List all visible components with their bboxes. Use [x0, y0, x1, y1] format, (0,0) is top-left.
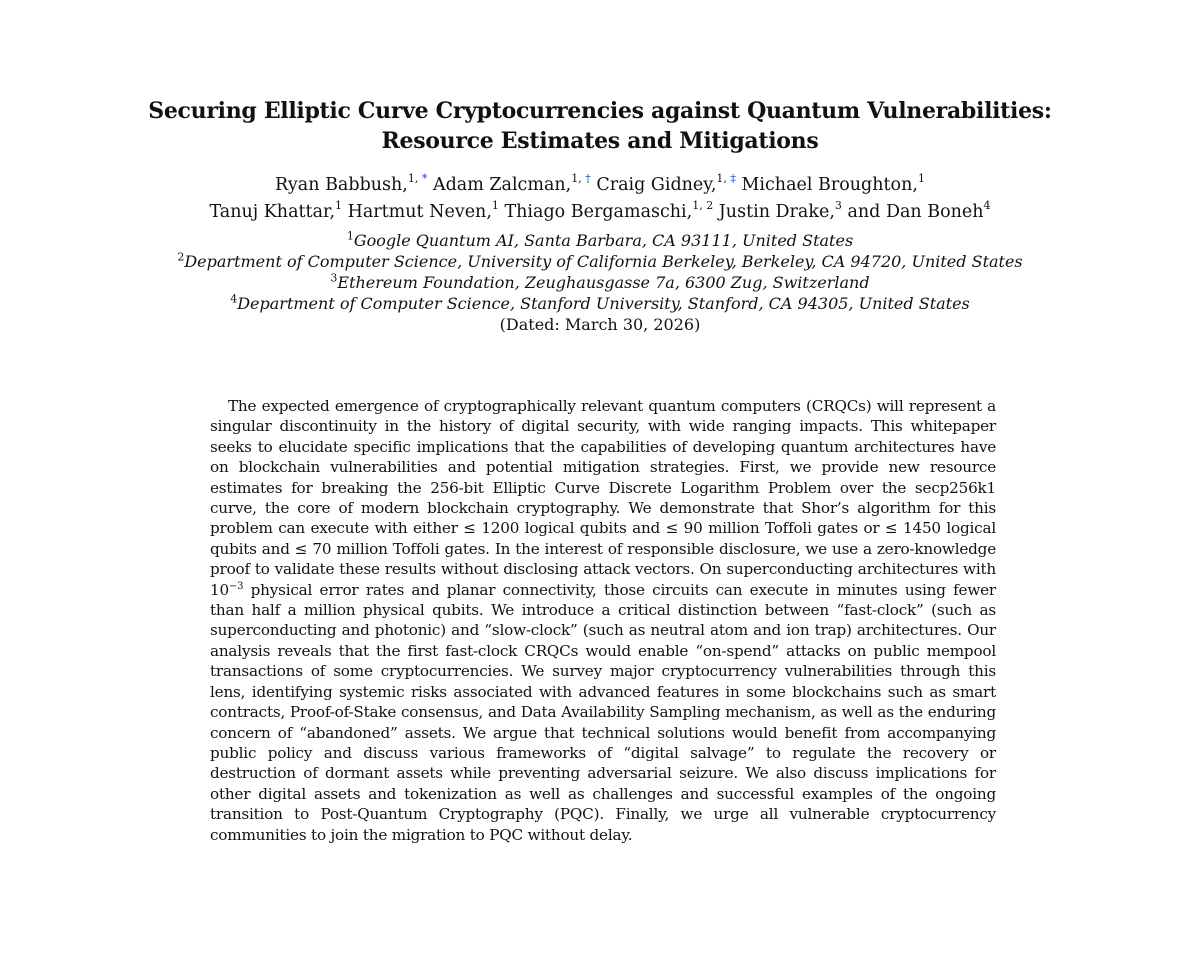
affiliation-text: Department of Computer Science, Stanford University, Stanford, CA 94305, United States [237, 294, 970, 313]
paper-title [0, 96, 1200, 156]
affiliation-text: Department of Computer Science, University of California Berkeley, Berkeley, CA 94720, United States [184, 252, 1023, 271]
affiliation-number: 2 [177, 250, 185, 264]
author-name: and Dan Boneh [847, 202, 984, 222]
author-affiliation-number: 1, 2 [692, 199, 714, 213]
author-name: Thiago Bergamaschi, [504, 202, 693, 222]
affiliation-line [0, 272, 1200, 293]
author-name: Michael Broughton, [741, 175, 918, 195]
author-list [0, 172, 1200, 226]
affiliation-line [0, 251, 1200, 272]
affiliation-text: Ethereum Foundation, Zeughausgasse 7a, 6300 Zug, Switzerland [337, 273, 870, 292]
affiliation-text: Google Quantum AI, Santa Barbara, CA 93111, United States [353, 231, 854, 250]
affiliation-line [0, 230, 1200, 251]
footnote-mark-link[interactable]: * [421, 172, 428, 186]
author-name: Justin Drake, [718, 202, 835, 222]
affiliation-list [0, 230, 1200, 335]
author-affiliation-number: 1 [335, 199, 343, 213]
author-affiliation-number: 4 [983, 199, 991, 213]
affiliation-number: 1 [346, 229, 354, 243]
affiliation-number: 3 [330, 271, 338, 285]
author-affiliation-number: 1, [571, 172, 582, 186]
author-affiliation-number: 1 [491, 199, 499, 213]
author-name: Hartmut Neven, [347, 202, 492, 222]
author-affiliation-number: 3 [834, 199, 842, 213]
author-name: Tanuj Khattar, [209, 202, 336, 222]
author-line-1 [0, 172, 1200, 199]
author-affiliation-number: 1, [407, 172, 419, 186]
dated-line: (Dated: March 30, 2026) [499, 315, 701, 334]
abstract-exponent: −3 [228, 580, 244, 592]
author-affiliation-number: 1, [716, 172, 727, 186]
author-name: Ryan Babbush, [275, 175, 408, 195]
title-line-1: Securing Elliptic Curve Cryptocurrencies against Quantum Vulnerabilities: [148, 98, 1052, 124]
footnote-mark-link[interactable]: † [585, 172, 591, 186]
abstract-text-part-1: The expected emergence of cryptographically relevant quantum computers (CRQCs) will represent a singular discontinuity in the history of digital security, with wide ranging impacts. This whitepaper seeks to elucidate specific implications that the capabilities of developing quantum architectures have on blockchain vulnerabilities and potential mitigation strategies. First, we provide new resource estimates for breaking the 256-bit Elliptic Curve Discrete Logarithm Problem over the secp256k1 curve, the core of modern blockchain cryptography. We demonstrate that Shor’s algorithm for this problem can execute with either ≤ 1200 logical qubits and ≤ 90 million Toffoli gates or ≤ 1450 logical qubits and ≤ 70 million Toffoli gates. In the interest of responsible disclosure, we use a zero-knowledge proof to validate these results without disclosing attack vectors. On superconducting architectures with 10 [210, 397, 996, 599]
affiliation-number: 4 [230, 292, 238, 306]
author-affiliation-number: 1 [917, 172, 925, 186]
affiliation-line [0, 293, 1200, 314]
title-line-2: Resource Estimates and Mitigations [381, 128, 819, 154]
footnote-mark-link[interactable]: ‡ [730, 172, 736, 186]
author-name: Adam Zalcman, [432, 175, 572, 195]
author-line-2 [0, 199, 1200, 226]
author-name: Craig Gidney, [596, 175, 717, 195]
abstract-text-part-2: physical error rates and planar connectivity, those circuits can execute in minutes using fewer than half a million physical qubits. We introduce a critical distinction between “fast-clock” (such as superconducting and photonic) and “slow-clock” (such as neutral atom and ion trap) architectures. Our analysis reveals that the first fast-clock CRQCs would enable “on-spend” attacks on public mempool transactions of some cryptocurrencies. We survey major cryptocurrency vulnerabilities through this lens, identifying systemic risks associated with advanced features in some blockchains such as smart contracts, Proof-of-Stake consensus, and Data Availability Sampling mechanism, as well as the enduring concern of “abandoned” assets. We argue that technical solutions would benefit from accompanying public policy and discuss various frameworks of “digital salvage” to regulate the recovery or destruction of dormant assets while preventing adversarial seizure. We also discuss implications for other digital assets and tokenization as well as challenges and successful examples of the ongoing transition to Post-Quantum Cryptography (PQC). Finally, we urge all vulnerable cryptocurrency communities to join the migration to PQC without delay. [210, 580, 996, 844]
abstract [210, 396, 996, 845]
